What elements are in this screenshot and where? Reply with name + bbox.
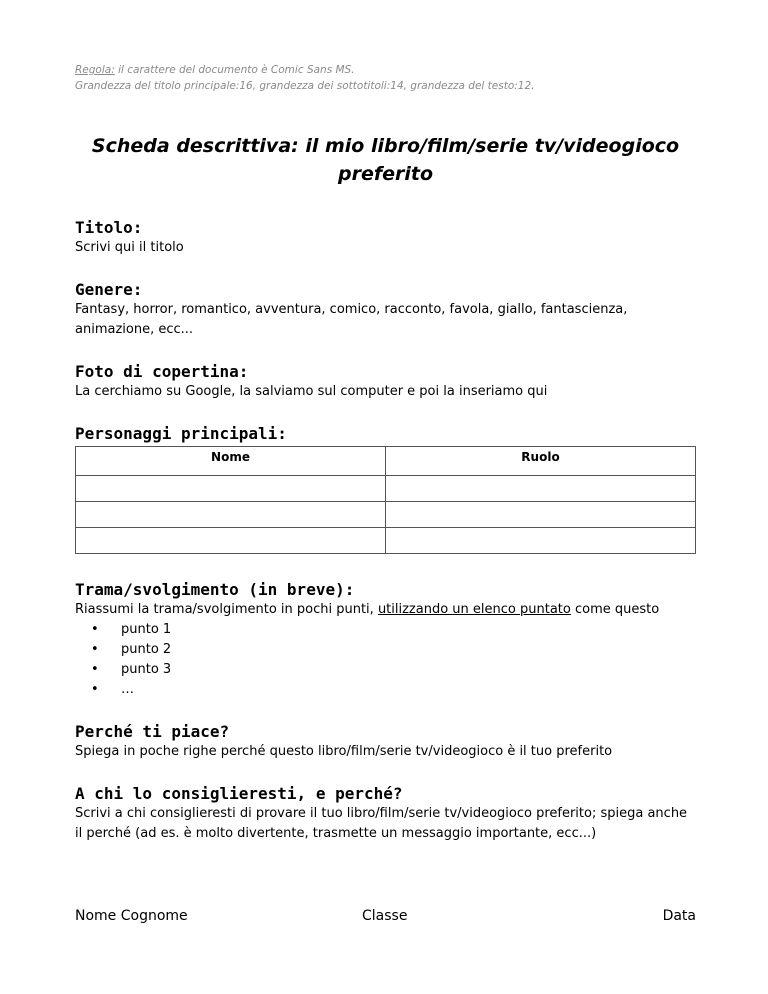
footer-name: Nome Cognome <box>75 908 188 924</box>
rule-line-2: Grandezza del titolo principale:16, grandezza dei sottotitoli:14, grandezza del testo:12. <box>75 80 535 92</box>
table-row <box>76 528 696 554</box>
formatting-rule-note <box>75 62 696 94</box>
section-text-foto: La cerchiamo su Google, la salviamo sul computer e poi la inseriamo qui <box>75 384 548 399</box>
section-text-genere: Fantasy, horror, romantico, avventura, comico, racconto, favola, giallo, fantascienza, animazione, ecc... <box>75 302 628 337</box>
section-text-piace: Spiega in poche righe perché questo libro/film/serie tv/videogioco è il tuo preferito <box>75 744 613 759</box>
table-cell[interactable] <box>386 528 696 554</box>
footer-date: Data <box>662 908 696 924</box>
table-cell[interactable] <box>76 476 386 502</box>
section-heading-foto: Foto di copertina: <box>75 362 249 381</box>
section-text-trama <box>75 600 696 620</box>
table-cell[interactable] <box>386 476 696 502</box>
table-cell[interactable] <box>386 502 696 528</box>
bullet-list <box>75 620 696 700</box>
document-page <box>75 62 696 844</box>
table-cell[interactable] <box>76 502 386 528</box>
table-cell[interactable] <box>76 528 386 554</box>
list-item: • punto 2 <box>121 640 696 660</box>
section-heading-piace: Perché ti piace? <box>75 722 230 741</box>
section-text-titolo: Scrivi qui il titolo <box>75 240 184 255</box>
footer-class: Classe <box>362 908 408 924</box>
trama-text-after: come questo <box>570 602 660 617</box>
section-heading-personaggi: Personaggi principali: <box>75 424 287 443</box>
section-piace <box>75 722 696 762</box>
rule-label: Regola: <box>75 64 115 76</box>
trama-text-underlined: utilizzando un elenco puntato <box>377 602 571 617</box>
table-row <box>76 476 696 502</box>
list-item: • punto 3 <box>121 660 696 680</box>
column-header-ruolo: Ruolo <box>386 447 696 476</box>
section-heading-consigli: A chi lo consiglieresti, e perché? <box>75 784 403 803</box>
list-item: • punto 1 <box>121 620 696 640</box>
section-genere <box>75 280 696 340</box>
section-foto <box>75 362 696 402</box>
section-titolo <box>75 218 696 258</box>
section-heading-genere: Genere: <box>75 280 143 299</box>
trama-text-before: Riassumi la trama/svolgimento in pochi punti, <box>75 602 378 617</box>
section-consigli <box>75 784 696 844</box>
section-text-consigli: Scrivi a chi consiglieresti di provare il tuo libro/film/serie tv/videogioco preferito; spiega anche il perché (ad es. è molto divertente, trasmette un messaggio importante, ecc...) <box>75 806 688 841</box>
column-header-nome: Nome <box>76 447 386 476</box>
document-title: Scheda descrittiva: il mio libro/film/serie tv/videogioco preferito <box>91 135 680 185</box>
section-heading-trama: Trama/svolgimento (in breve): <box>75 580 355 599</box>
section-personaggi <box>75 424 696 554</box>
table-header-row <box>76 447 696 476</box>
table-row <box>76 502 696 528</box>
rule-line-1 <box>75 62 696 78</box>
characters-table <box>75 446 696 554</box>
section-trama <box>75 580 696 700</box>
list-item: • … <box>121 680 696 700</box>
section-heading-titolo: Titolo: <box>75 218 143 237</box>
rule-line-1-text: il carattere del documento è Comic Sans MS. <box>114 64 355 76</box>
